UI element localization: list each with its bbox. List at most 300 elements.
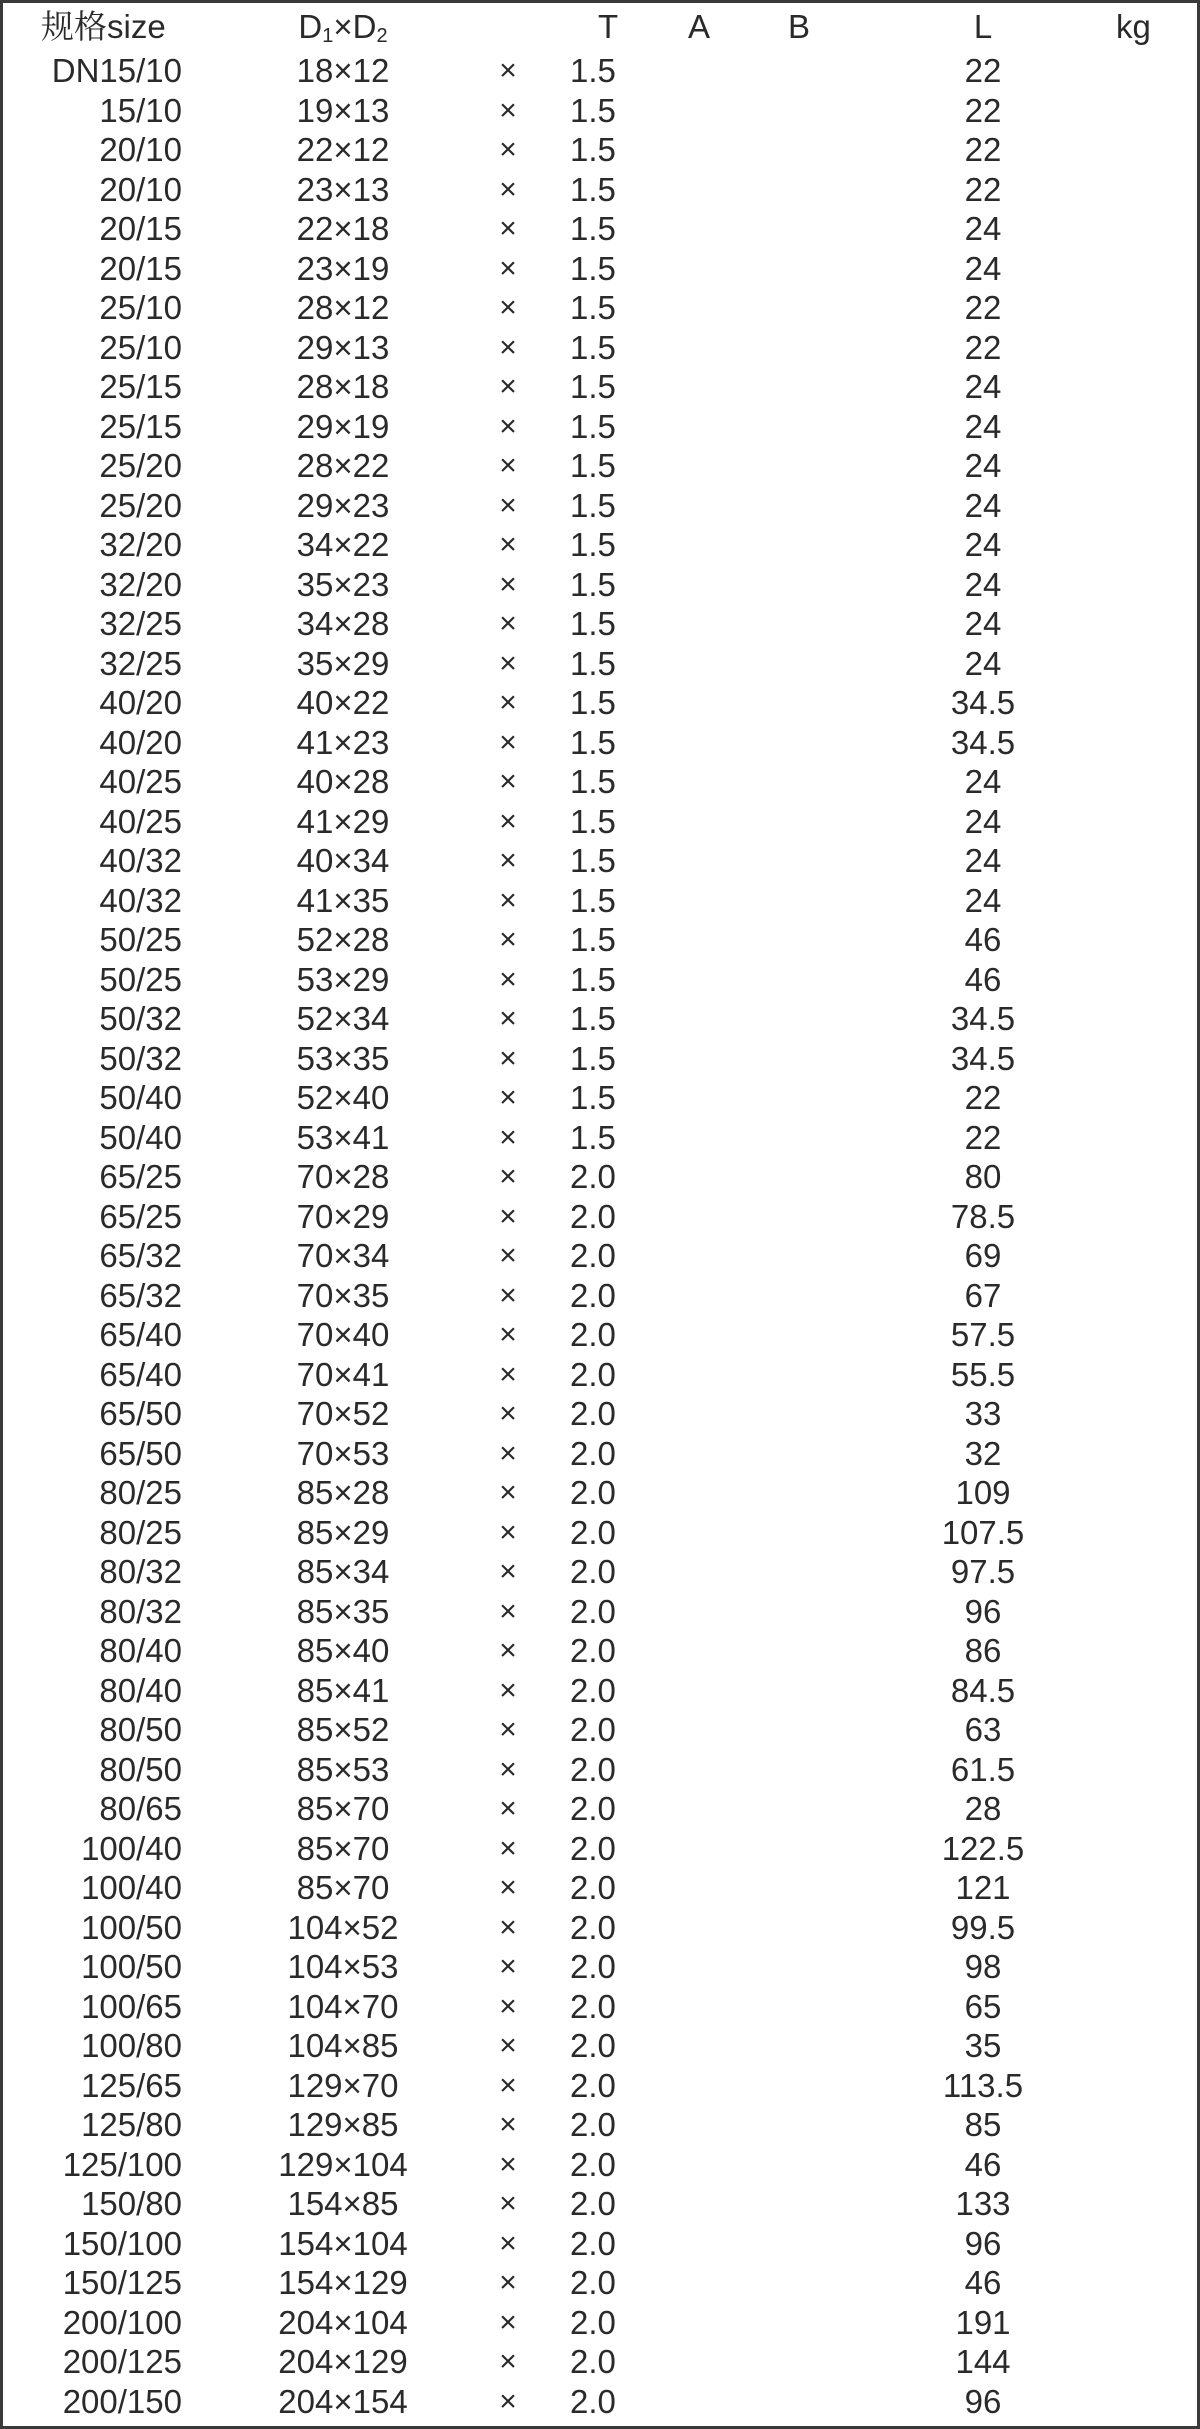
cell-a <box>658 1473 758 1513</box>
cell-t: 2.0 <box>570 1513 616 1551</box>
table-row <box>3 644 1197 684</box>
cell-l: 24 <box>964 842 1002 879</box>
cell-size: 50/40 <box>99 1118 182 1156</box>
cell-b <box>758 1434 868 1474</box>
cell-d1-d2: 154×85 <box>287 2185 399 2222</box>
cell-kg <box>1068 2224 1197 2264</box>
table-row <box>3 130 1197 170</box>
cell-kg <box>1068 565 1197 605</box>
cell-a <box>658 130 758 170</box>
cell-t: 1.5 <box>570 1039 616 1077</box>
cell-l: 24 <box>964 802 1002 840</box>
cell-d1-d2: 40×28 <box>296 763 390 800</box>
cell-a <box>658 1552 758 1592</box>
cell-t: 1.5 <box>570 131 616 168</box>
multiply-sign: × <box>499 93 517 127</box>
cell-b <box>758 1868 868 1908</box>
cell-a <box>658 51 758 91</box>
table-row <box>3 486 1197 526</box>
cell-t: 1.5 <box>570 210 616 247</box>
cell-t: 2.0 <box>570 2264 616 2301</box>
cell-t: 2.0 <box>570 1395 616 1432</box>
cell-d1-d2: 85×70 <box>296 1829 390 1867</box>
table-row <box>3 1868 1197 1908</box>
cell-size: 65/32 <box>99 1237 182 1274</box>
cell-d1-d2: 34×22 <box>296 526 390 563</box>
cell-a <box>658 1631 758 1671</box>
cell-d1-d2: 204×104 <box>278 2303 408 2341</box>
cell-size: 40/20 <box>99 684 182 721</box>
cell-d1-d2: 85×28 <box>296 1474 390 1511</box>
cell-t: 1.5 <box>570 289 616 326</box>
cell-d1-d2: 40×22 <box>296 684 390 721</box>
cell-a <box>658 2303 758 2343</box>
multiply-sign: × <box>499 883 517 917</box>
cell-b <box>758 209 868 249</box>
cell-kg <box>1068 328 1197 368</box>
cell-b <box>758 881 868 921</box>
cell-kg <box>1068 1434 1197 1474</box>
multiply-sign: × <box>499 1871 517 1904</box>
cell-l: 144 <box>955 2343 1011 2380</box>
table-row <box>3 288 1197 328</box>
cell-size: 150/80 <box>81 2185 182 2222</box>
cell-l: 69 <box>964 1237 1002 1274</box>
table-row <box>3 1631 1197 1671</box>
cell-t: 2.0 <box>570 1987 616 2025</box>
multiply-sign: × <box>499 330 517 364</box>
cell-t: 2.0 <box>570 2303 616 2341</box>
cell-d1-d2: 85×70 <box>296 1790 390 1827</box>
cell-size: 65/40 <box>99 1355 182 1393</box>
table-body <box>3 51 1197 2421</box>
cell-a <box>658 1592 758 1632</box>
table-row <box>3 1078 1197 1118</box>
cell-d1-d2: 70×41 <box>296 1355 390 1393</box>
cell-kg <box>1068 130 1197 170</box>
multiply-sign: × <box>499 1634 517 1667</box>
multiply-sign: × <box>499 2147 517 2181</box>
table-row <box>3 2026 1197 2066</box>
cell-kg <box>1068 802 1197 842</box>
cell-l: 24 <box>964 763 1002 800</box>
cell-a <box>658 1868 758 1908</box>
cell-l: 34.5 <box>950 1039 1016 1077</box>
cell-t: 2.0 <box>570 2185 616 2222</box>
cell-d1-d2: 28×12 <box>296 289 390 326</box>
cell-d1-d2: 18×12 <box>296 52 390 89</box>
cell-d1-d2: 104×52 <box>287 1908 399 1946</box>
table-row <box>3 407 1197 447</box>
cell-l: 24 <box>964 881 1002 919</box>
cell-b <box>758 1631 868 1671</box>
cell-a <box>658 1039 758 1079</box>
cell-t: 1.5 <box>570 1118 616 1156</box>
table-row <box>3 1315 1197 1355</box>
cell-t: 1.5 <box>570 328 616 366</box>
table-row <box>3 1552 1197 1592</box>
cell-b <box>758 1671 868 1711</box>
table-row <box>3 1118 1197 1158</box>
cell-a <box>658 1829 758 1869</box>
cell-a <box>658 170 758 210</box>
cell-l: 99.5 <box>950 1908 1016 1946</box>
cell-a <box>658 644 758 684</box>
cell-d1-d2: 53×41 <box>296 1118 390 1156</box>
multiply-sign: × <box>499 1239 517 1272</box>
cell-size: 50/25 <box>99 960 182 998</box>
cell-t: 1.5 <box>570 881 616 919</box>
cell-t: 1.5 <box>570 52 616 89</box>
table-row <box>3 1236 1197 1276</box>
cell-t: 2.0 <box>570 1237 616 1274</box>
table-row <box>3 960 1197 1000</box>
cell-l: 24 <box>964 210 1002 247</box>
cell-a <box>658 1197 758 1237</box>
cell-t: 1.5 <box>570 565 616 603</box>
table-row <box>3 723 1197 763</box>
cell-l: 113.5 <box>942 2066 1024 2104</box>
cell-b <box>758 91 868 131</box>
cell-kg <box>1068 367 1197 407</box>
cell-d1-d2: 41×29 <box>296 802 390 840</box>
cell-t: 2.0 <box>570 1197 616 1235</box>
cell-size: 100/40 <box>81 1869 182 1906</box>
cell-a <box>658 2342 758 2382</box>
cell-size: 40/32 <box>99 881 182 919</box>
cell-a <box>658 1434 758 1474</box>
cell-b <box>758 920 868 960</box>
cell-t: 1.5 <box>570 1079 616 1116</box>
header-a: A <box>688 8 711 45</box>
cell-a <box>658 762 758 802</box>
table-row <box>3 1276 1197 1316</box>
cell-size: 200/125 <box>62 2343 182 2380</box>
cell-t: 1.5 <box>570 723 616 761</box>
cell-b <box>758 1078 868 1118</box>
cell-t: 1.5 <box>570 960 616 998</box>
table-row <box>3 1710 1197 1750</box>
cell-d1-d2: 53×35 <box>296 1039 390 1077</box>
cell-a <box>658 999 758 1039</box>
cell-t: 2.0 <box>570 1474 616 1511</box>
cell-t: 2.0 <box>570 1592 616 1630</box>
cell-size: 15/10 <box>99 91 182 129</box>
cell-kg <box>1068 2263 1197 2303</box>
multiply-sign: × <box>499 646 517 680</box>
cell-kg <box>1068 1789 1197 1829</box>
cell-l: 34.5 <box>950 684 1016 721</box>
cell-l: 84.5 <box>950 1671 1016 1709</box>
multiply-sign: × <box>499 923 517 956</box>
cell-d1-d2: 52×34 <box>296 1000 390 1037</box>
cell-kg <box>1068 762 1197 802</box>
cell-kg <box>1068 407 1197 447</box>
cell-b <box>758 802 868 842</box>
cell-l: 24 <box>964 486 1002 524</box>
cell-l: 34.5 <box>950 723 1016 761</box>
cell-t: 2.0 <box>570 1355 616 1393</box>
cell-size: 65/25 <box>99 1158 182 1195</box>
cell-b <box>758 1750 868 1790</box>
cell-b <box>758 328 868 368</box>
multiply-sign: × <box>499 2305 517 2339</box>
cell-d1-d2: 85×35 <box>296 1592 390 1630</box>
cell-l: 28 <box>964 1790 1002 1827</box>
cell-size: 80/50 <box>99 1750 182 1788</box>
table-row <box>3 2224 1197 2264</box>
multiply-sign: × <box>499 2187 517 2220</box>
cell-a <box>658 881 758 921</box>
cell-a <box>658 1710 758 1750</box>
multiply-sign: × <box>499 725 517 759</box>
cell-b <box>758 1197 868 1237</box>
cell-a <box>658 209 758 249</box>
cell-b <box>758 644 868 684</box>
cell-kg <box>1068 683 1197 723</box>
cell-size: 100/50 <box>81 1908 182 1946</box>
multiply-sign: × <box>499 54 517 87</box>
cell-a <box>658 1750 758 1790</box>
multiply-sign: × <box>499 1950 517 1983</box>
cell-d1-d2: 154×129 <box>278 2264 408 2301</box>
cell-l: 22 <box>964 328 1002 366</box>
cell-t: 1.5 <box>570 763 616 800</box>
multiply-sign: × <box>499 2266 517 2299</box>
cell-d1-d2: 70×34 <box>296 1237 390 1274</box>
cell-b <box>758 1592 868 1632</box>
cell-a <box>658 407 758 447</box>
cell-size: 65/40 <box>99 1316 182 1353</box>
cell-kg <box>1068 2382 1197 2422</box>
table-row <box>3 1039 1197 1079</box>
cell-size: 32/20 <box>99 526 182 563</box>
cell-kg <box>1068 446 1197 486</box>
multiply-sign: × <box>499 804 517 838</box>
cell-d1-d2: 104×85 <box>287 2027 399 2064</box>
cell-b <box>758 1473 868 1513</box>
header-t: T <box>598 8 619 45</box>
cell-d1-d2: 85×52 <box>296 1711 390 1748</box>
cell-size: 65/50 <box>99 1395 182 1432</box>
cell-t: 2.0 <box>570 2027 616 2064</box>
cell-b <box>758 1513 868 1553</box>
header-d1-subscript: 1 <box>322 25 334 47</box>
cell-l: 24 <box>964 644 1002 682</box>
cell-size: 80/40 <box>99 1632 182 1669</box>
cell-t: 2.0 <box>570 2224 616 2262</box>
cell-kg <box>1068 1157 1197 1197</box>
table-row <box>3 2066 1197 2106</box>
cell-kg <box>1068 723 1197 763</box>
table-row <box>3 249 1197 289</box>
cell-d1-d2: 19×13 <box>296 91 390 129</box>
table-row <box>3 1671 1197 1711</box>
cell-size: 20/15 <box>99 249 182 287</box>
multiply-sign: × <box>499 1397 517 1430</box>
cell-a <box>658 1671 758 1711</box>
cell-b <box>758 525 868 565</box>
cell-d1-d2: 85×53 <box>296 1750 390 1788</box>
table-row <box>3 525 1197 565</box>
cell-size: 100/80 <box>81 2027 182 2064</box>
cell-size: 40/25 <box>99 763 182 800</box>
cell-kg <box>1068 604 1197 644</box>
cell-kg <box>1068 1078 1197 1118</box>
cell-d1-d2: 28×22 <box>296 447 390 484</box>
table-row <box>3 2184 1197 2224</box>
cell-l: 96 <box>964 2382 1002 2420</box>
cell-a <box>658 1078 758 1118</box>
cell-l: 96 <box>964 2224 1002 2262</box>
multiply-sign: × <box>499 1476 517 1509</box>
cell-kg <box>1068 1671 1197 1711</box>
multiply-sign: × <box>499 488 517 522</box>
cell-t: 2.0 <box>570 1829 616 1867</box>
multiply-sign: × <box>499 1989 517 2023</box>
cell-l: 22 <box>964 1118 1002 1156</box>
multiply-sign: × <box>499 1752 517 1786</box>
cell-t: 2.0 <box>570 1790 616 1827</box>
cell-size: 25/20 <box>99 447 182 484</box>
cell-a <box>658 1947 758 1987</box>
cell-kg <box>1068 209 1197 249</box>
cell-d1-d2: 70×28 <box>296 1158 390 1195</box>
table-row <box>3 2145 1197 2185</box>
header-size: 规格size <box>41 8 166 45</box>
cell-t: 1.5 <box>570 407 616 445</box>
cell-a <box>658 525 758 565</box>
cell-d1-d2: 85×41 <box>296 1671 390 1709</box>
multiply-sign: × <box>499 370 517 403</box>
cell-a <box>658 1513 758 1553</box>
cell-size: 20/10 <box>99 170 182 208</box>
cell-b <box>758 1276 868 1316</box>
cell-t: 2.0 <box>570 1553 616 1590</box>
table-row <box>3 1750 1197 1790</box>
cell-b <box>758 1987 868 2027</box>
cell-kg <box>1068 1631 1197 1671</box>
cell-a <box>658 446 758 486</box>
cell-kg <box>1068 1236 1197 1276</box>
cell-d1-d2: 70×35 <box>296 1276 390 1314</box>
table-row <box>3 367 1197 407</box>
cell-t: 2.0 <box>570 1632 616 1669</box>
cell-b <box>758 407 868 447</box>
cell-l: 24 <box>964 526 1002 563</box>
multiply-sign: × <box>499 1357 517 1391</box>
cell-size: 100/65 <box>81 1987 182 2025</box>
cell-size: 200/100 <box>62 2303 182 2341</box>
cell-t: 2.0 <box>570 2145 616 2183</box>
table-row <box>3 2382 1197 2422</box>
cell-d1-d2: 22×12 <box>296 131 390 168</box>
cell-size: 80/40 <box>99 1671 182 1709</box>
cell-l: 24 <box>964 565 1002 603</box>
cell-kg <box>1068 1315 1197 1355</box>
multiply-sign: × <box>499 607 517 640</box>
cell-kg <box>1068 1394 1197 1434</box>
table-row <box>3 762 1197 802</box>
cell-b <box>758 367 868 407</box>
multiply-sign: × <box>499 2226 517 2260</box>
cell-t: 1.5 <box>570 842 616 879</box>
table-row <box>3 2105 1197 2145</box>
cell-a <box>658 2382 758 2422</box>
multiply-sign: × <box>499 449 517 482</box>
cell-d1-d2: 29×19 <box>296 407 390 445</box>
table-row <box>3 881 1197 921</box>
cell-kg <box>1068 1473 1197 1513</box>
cell-d1-d2: 40×34 <box>296 842 390 879</box>
cell-b <box>758 2303 868 2343</box>
multiply-sign: × <box>499 1910 517 1944</box>
cell-a <box>658 91 758 131</box>
cell-kg <box>1068 2066 1197 2106</box>
cell-a <box>658 565 758 605</box>
cell-b <box>758 2382 868 2422</box>
header-d1-d2 <box>188 3 468 51</box>
cell-size: 65/25 <box>99 1197 182 1235</box>
cell-b <box>758 1118 868 1158</box>
header-d-mid: ×D <box>333 8 377 45</box>
cell-kg <box>1068 2342 1197 2382</box>
table-row <box>3 683 1197 723</box>
cell-d1-d2: 23×19 <box>296 249 390 287</box>
cell-l: 96 <box>964 1592 1002 1630</box>
cell-t: 1.5 <box>570 486 616 524</box>
cell-a <box>658 920 758 960</box>
cell-l: 33 <box>964 1395 1002 1432</box>
cell-size: 125/100 <box>62 2145 182 2183</box>
cell-a <box>658 683 758 723</box>
cell-b <box>758 1552 868 1592</box>
cell-size: 25/10 <box>99 289 182 326</box>
cell-t: 2.0 <box>570 1316 616 1353</box>
cell-size: 100/50 <box>81 1948 182 1985</box>
cell-size: 200/150 <box>62 2382 182 2420</box>
header-l: L <box>973 8 993 45</box>
cell-size: 80/65 <box>99 1790 182 1827</box>
cell-b <box>758 2145 868 2185</box>
cell-a <box>658 486 758 526</box>
cell-size: 80/25 <box>99 1513 182 1551</box>
cell-size: 25/15 <box>99 368 182 405</box>
cell-d1-d2: 70×40 <box>296 1316 390 1353</box>
cell-b <box>758 51 868 91</box>
cell-d1-d2: 85×29 <box>296 1513 390 1551</box>
cell-b <box>758 1315 868 1355</box>
multiply-sign: × <box>499 1555 517 1588</box>
cell-t: 1.5 <box>570 447 616 484</box>
cell-t: 2.0 <box>570 1869 616 1906</box>
cell-l: 80 <box>964 1158 1002 1195</box>
cell-b <box>758 2105 868 2145</box>
header-d-prefix: D <box>298 8 323 45</box>
multiply-sign: × <box>499 212 517 245</box>
cell-d1-d2: 52×40 <box>296 1079 390 1116</box>
cell-size: 40/25 <box>99 802 182 840</box>
cell-b <box>758 1039 868 1079</box>
cell-b <box>758 1355 868 1395</box>
cell-kg <box>1068 644 1197 684</box>
cell-b <box>758 1908 868 1948</box>
header-b: B <box>788 8 811 45</box>
table-row <box>3 2342 1197 2382</box>
cell-a <box>658 2026 758 2066</box>
cell-t: 2.0 <box>570 1434 616 1472</box>
cell-d1-d2: 129×104 <box>278 2145 408 2183</box>
